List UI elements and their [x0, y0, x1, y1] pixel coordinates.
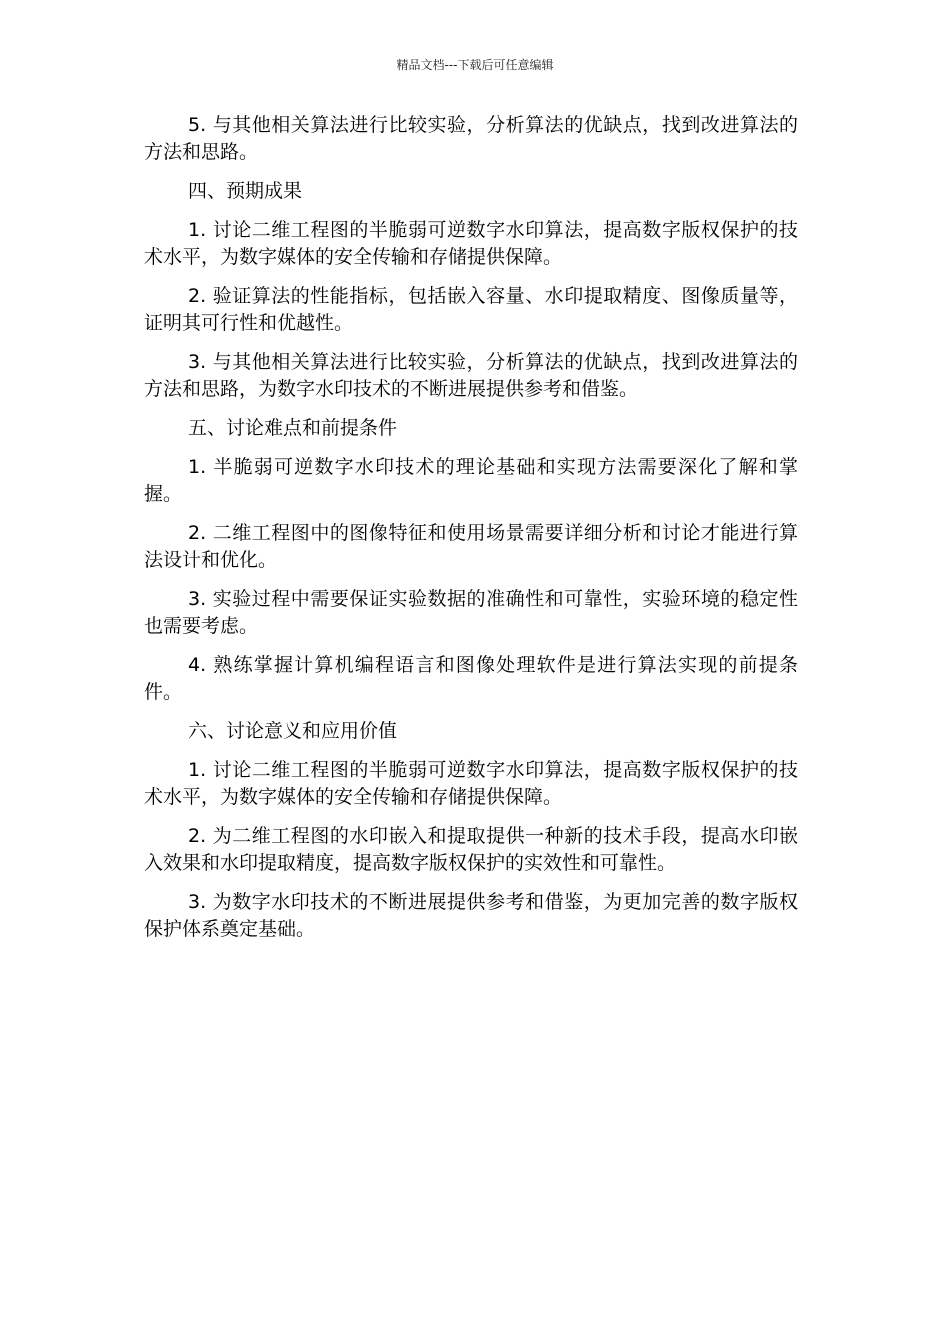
- document-body: [144, 112, 798, 955]
- paragraph-result-2: 2. 验证算法的性能指标，包括嵌入容量、水印提取精度、图像质量等，证明其可行性和优越性。: [144, 285, 798, 334]
- paragraph-difficulty-4: 4. 熟练掌握计算机编程语言和图像处理软件是进行算法实现的前提条件。: [144, 654, 798, 703]
- paragraph-significance-3: 3. 为数字水印技术的不断进展提供参考和借鉴，为更加完善的数字版权保护体系奠定基础。: [144, 891, 798, 940]
- paragraph-result-1: 1. 讨论二维工程图的半脆弱可逆数字水印算法，提高数字版权保护的技术水平，为数字媒体的安全传输和存储提供保障。: [144, 219, 798, 268]
- section-heading-significance: 六、讨论意义和应用价值: [188, 720, 398, 742]
- paragraph-difficulty-3: 3. 实验过程中需要保证实验数据的准确性和可靠性，实验环境的稳定性也需要考虑。: [144, 588, 798, 637]
- paragraph-difficulty-1: 1. 半脆弱可逆数字水印技术的理论基础和实现方法需要深化了解和掌握。: [144, 456, 798, 505]
- section-heading-difficulties: 五、讨论难点和前提条件: [188, 417, 398, 439]
- paragraph-method-5: 5. 与其他相关算法进行比较实验，分析算法的优缺点，找到改进算法的方法和思路。: [144, 114, 798, 163]
- paragraph-significance-1: 1. 讨论二维工程图的半脆弱可逆数字水印算法，提高数字版权保护的技术水平，为数字媒体的安全传输和存储提供保障。: [144, 759, 798, 808]
- paragraph-difficulty-2: 2. 二维工程图中的图像特征和使用场景需要详细分析和讨论才能进行算法设计和优化。: [144, 522, 798, 571]
- paragraph-significance-2: 2. 为二维工程图的水印嵌入和提取提供一种新的技术手段，提高水印嵌入效果和水印提取精度，提高数字版权保护的实效性和可靠性。: [144, 825, 798, 874]
- page-header: 精品文档---下载后可任意编辑: [396, 58, 554, 72]
- section-heading-expected-results: 四、预期成果: [188, 180, 303, 202]
- paragraph-result-3: 3. 与其他相关算法进行比较实验，分析算法的优缺点，找到改进算法的方法和思路，为数字水印技术的不断进展提供参考和借鉴。: [144, 351, 798, 400]
